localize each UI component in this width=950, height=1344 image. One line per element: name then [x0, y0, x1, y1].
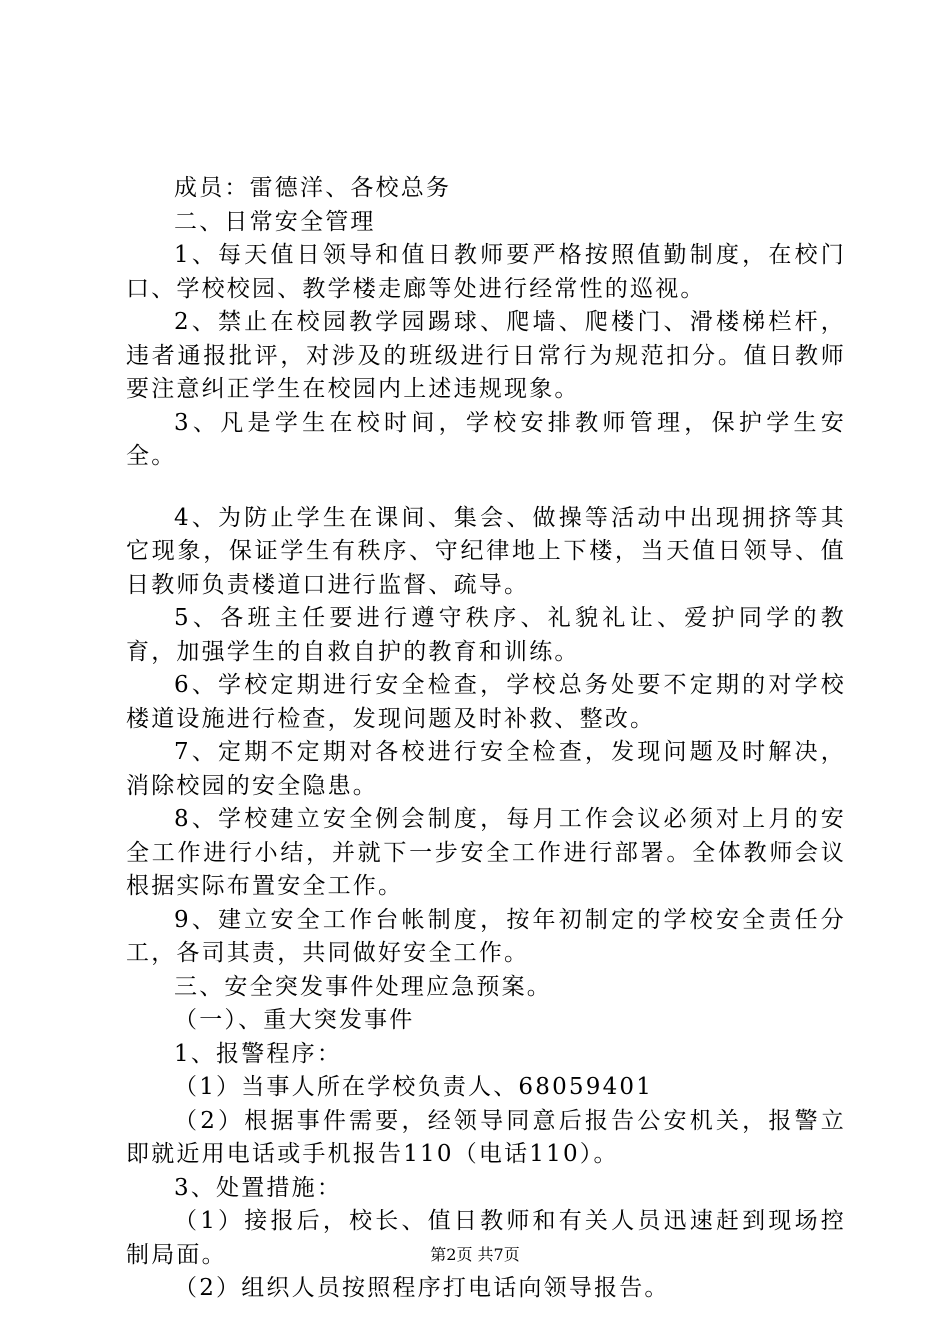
- paragraph-item-8: 8、学校建立安全例会制度，每月工作会议必须对上月的安全工作进行小结，并就下一步安全工作进行部署。全体教师会议根据实际布置安全工作。: [126, 806, 846, 899]
- subheading-major-incident: （一）、重大突发事件: [174, 1007, 415, 1033]
- paragraph-item-6: 6、学校定期进行安全检查，学校总务处要不定期的对学校楼道设施进行检查，发现问题及时补救、整改。: [126, 672, 846, 732]
- heading-handling-measures: 3、处置措施：: [174, 1174, 343, 1201]
- paragraph-gap: [126, 474, 846, 502]
- heading-emergency-plan: 三、安全突发事件处理应急预案。: [174, 973, 552, 1000]
- paragraph-item-2: 2、禁止在校园教学园踢球、爬墙、爬楼门、滑楼梯栏杆，违者通报批评，对涉及的班级进行日常行为规范扣分。值日教师要注意纠正学生在校园内上述违规现象。: [126, 309, 846, 402]
- paragraph-members: 成员：雷德洋、各校总务: [174, 175, 452, 201]
- paragraph-item-7: 7、定期不定期对各校进行安全检查，发现问题及时解决，消除校园的安全隐患。: [126, 739, 846, 799]
- paragraph-measure-1: （1）接报后，校长、值日教师和有关人员迅速赶到现场控制局面。: [126, 1208, 846, 1268]
- document-body: [126, 172, 846, 1306]
- paragraph-item-5: 5、各班主任要进行遵守秩序、礼貌礼让、爱护同学的教育，加强学生的自救自护的教育和训练。: [126, 605, 846, 665]
- paragraph-measure-2: （2）组织人员按照程序打电话向领导报告。: [174, 1275, 670, 1301]
- paragraph-item-1: 1、每天值日领导和值日教师要严格按照值勤制度，在校门口、学校校园、教学楼走廊等处进行经常性的巡视。: [126, 242, 846, 302]
- heading-daily-safety: 二、日常安全管理: [174, 208, 376, 235]
- paragraph-item-9: 9、建立安全工作台帐制度，按年初制定的学校安全责任分工，各司其责，共同做好安全工作。: [126, 906, 846, 966]
- paragraph-alarm-step-2: （2）根据事件需要，经领导同意后报告公安机关，报警立即就近用电话或手机报告110（电话110）。: [126, 1107, 846, 1167]
- page-number-footer: 第2页 共7页: [430, 1245, 520, 1264]
- paragraph-item-4: 4、为防止学生在课间、集会、做操等活动中出现拥挤等其它现象，保证学生有秩序、守纪律地上下楼，当天值日领导、值日教师负责楼道口进行监督、疏导。: [126, 504, 846, 598]
- paragraph-item-3: 3、凡是学生在校时间，学校安排教师管理，保护学生安全。: [126, 409, 846, 469]
- paragraph-alarm-step-1: （1）当事人所在学校负责人、68059401: [174, 1074, 654, 1100]
- heading-alarm-procedure: 1、报警程序：: [174, 1040, 343, 1067]
